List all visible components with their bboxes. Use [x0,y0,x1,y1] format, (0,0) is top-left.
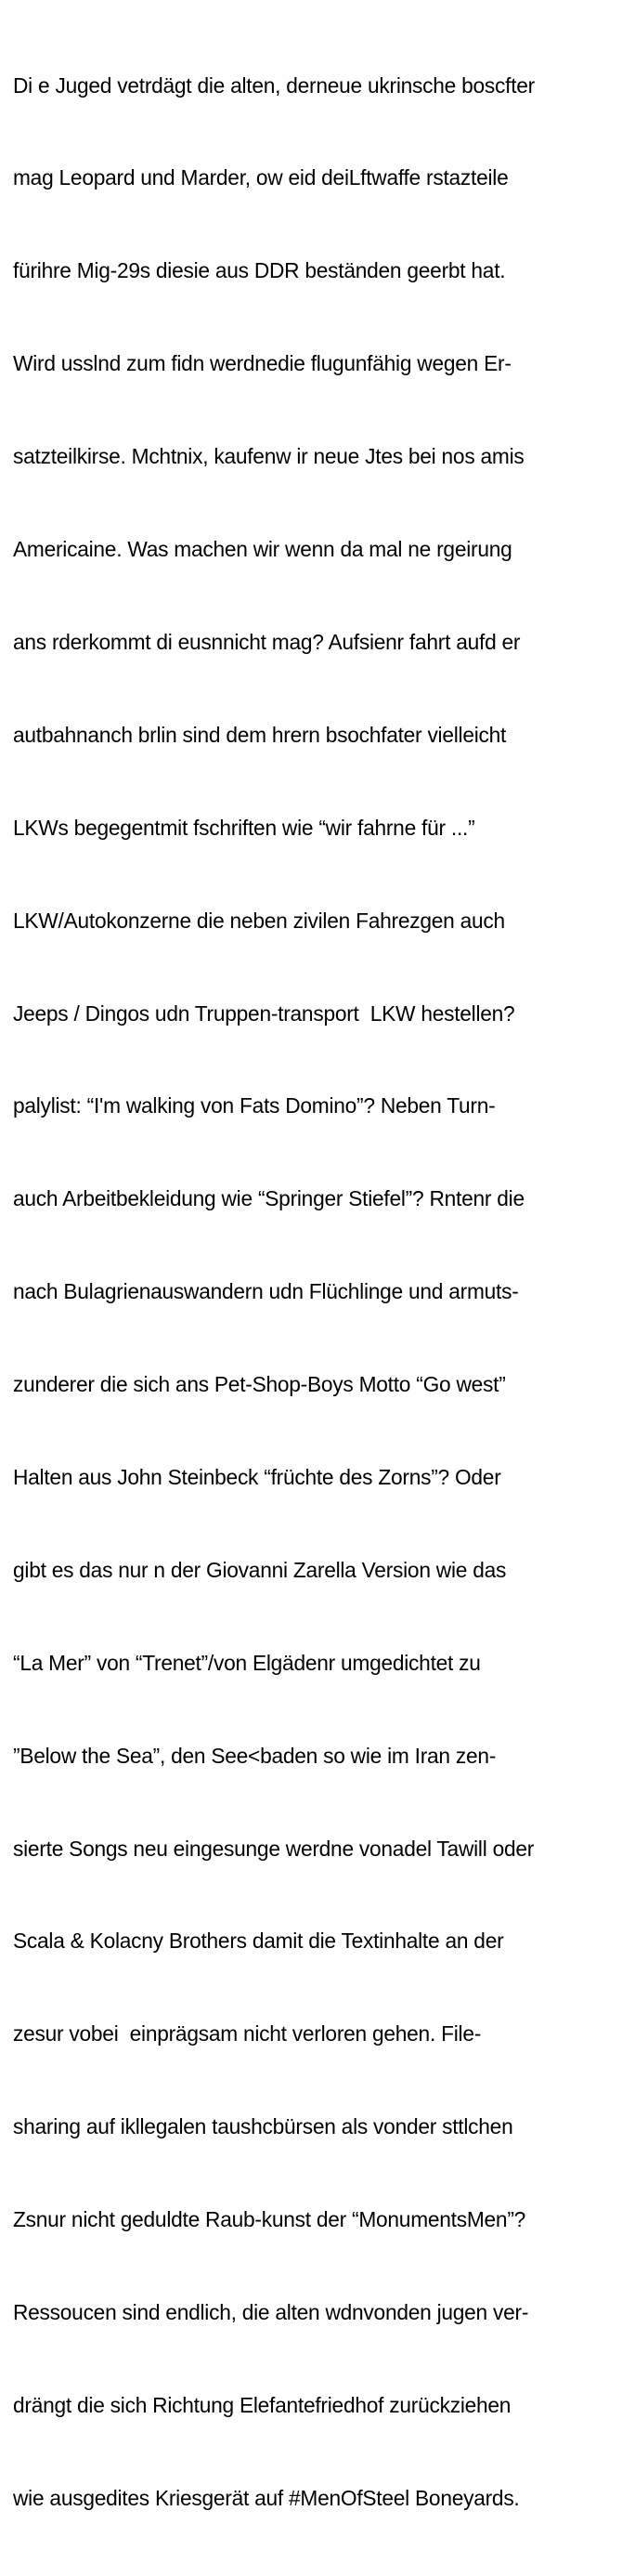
text-line: ”Below the Sea”, den See<baden so wie im Iran zen- [13,1743,497,1768]
text-line: gibt es das nur n der Giovanni Zarella Version wie das [13,1557,507,1582]
body-text [13,8,635,2576]
text-line: sharing auf ikllegalen taushcbürsen als vonder sttlchen [13,2114,513,2139]
text-line: satzteilkirse. Mchtnix, kaufenw ir neue Jtes bei nos amis [13,444,525,469]
text-line: zunderer die sich ans Pet-Shop-Boys Motto “Go west” [13,1372,506,1397]
text-line: “La Mer” von “Trenet”/von Elgädenr umgedichtet zu [13,1650,481,1675]
text-line: Zsnur nicht geduldte Raub-kunst der “MonumentsMen”? [13,2207,526,2232]
text-line: Jeeps / Dingos udn Truppen-transport LKW hestellen? [13,1000,515,1026]
text-line: zesur vobei einprägsam nicht verloren gehen. File- [13,2021,482,2046]
text-line: drängt die sich Richtung Elefantefriedhof zurückziehen [13,2392,512,2417]
text-line: nach Bulagrienauswandern udn Flüchlinge und armuts- [13,1279,519,1304]
text-line: sierte Songs neu eingesunge werdne vonadel Tawill oder [13,1836,535,1861]
text-line: Wird usslnd zum fidn werdnedie flugunfähig wegen Er- [13,351,512,376]
text-line: Ressoucen sind endlich, die alten wdnvonden jugen ver- [13,2299,529,2324]
text-line: Halten aus John Steinbeck “früchte des Zorns”? Oder [13,1464,501,1489]
text-line: wie ausgedites Kriesgerät auf #MenOfSteel Boneyards. [13,2485,520,2510]
text-line: Di e Juged vetrdägt die alten, derneue ukrinsche boscfter [13,72,535,98]
text-line: mag Leopard und Marder, ow eid deiLftwaffe rstazteile [13,165,509,190]
text-line: auch Arbeitbekleidung wie “Springer Stiefel”? Rntenr die [13,1186,525,1211]
text-line: fürihre Mig-29s diesie aus DDR beständen geerbt hat. [13,258,506,283]
text-line: Scala & Kolacny Brothers damit die Textinhalte an der [13,1929,504,1954]
text-line: autbahnanch brlin sind dem hrern bsochfater vielleicht [13,722,507,747]
text-line: palylist: “I'm walking von Fats Domino”? Neben Turn- [13,1093,496,1118]
text-line: ans rderkommt di eusnnicht mag? Aufsienr fahrt aufd er [13,629,521,654]
text-line: LKWs begegentmit fschriften wie “wir fahrne für ...” [13,815,475,840]
text-line: LKW/Autokonzerne die neben zivilen Fahrezgen auch [13,908,505,933]
text-line: Americaine. Was machen wir wenn da mal ne rgeirung [13,537,512,562]
